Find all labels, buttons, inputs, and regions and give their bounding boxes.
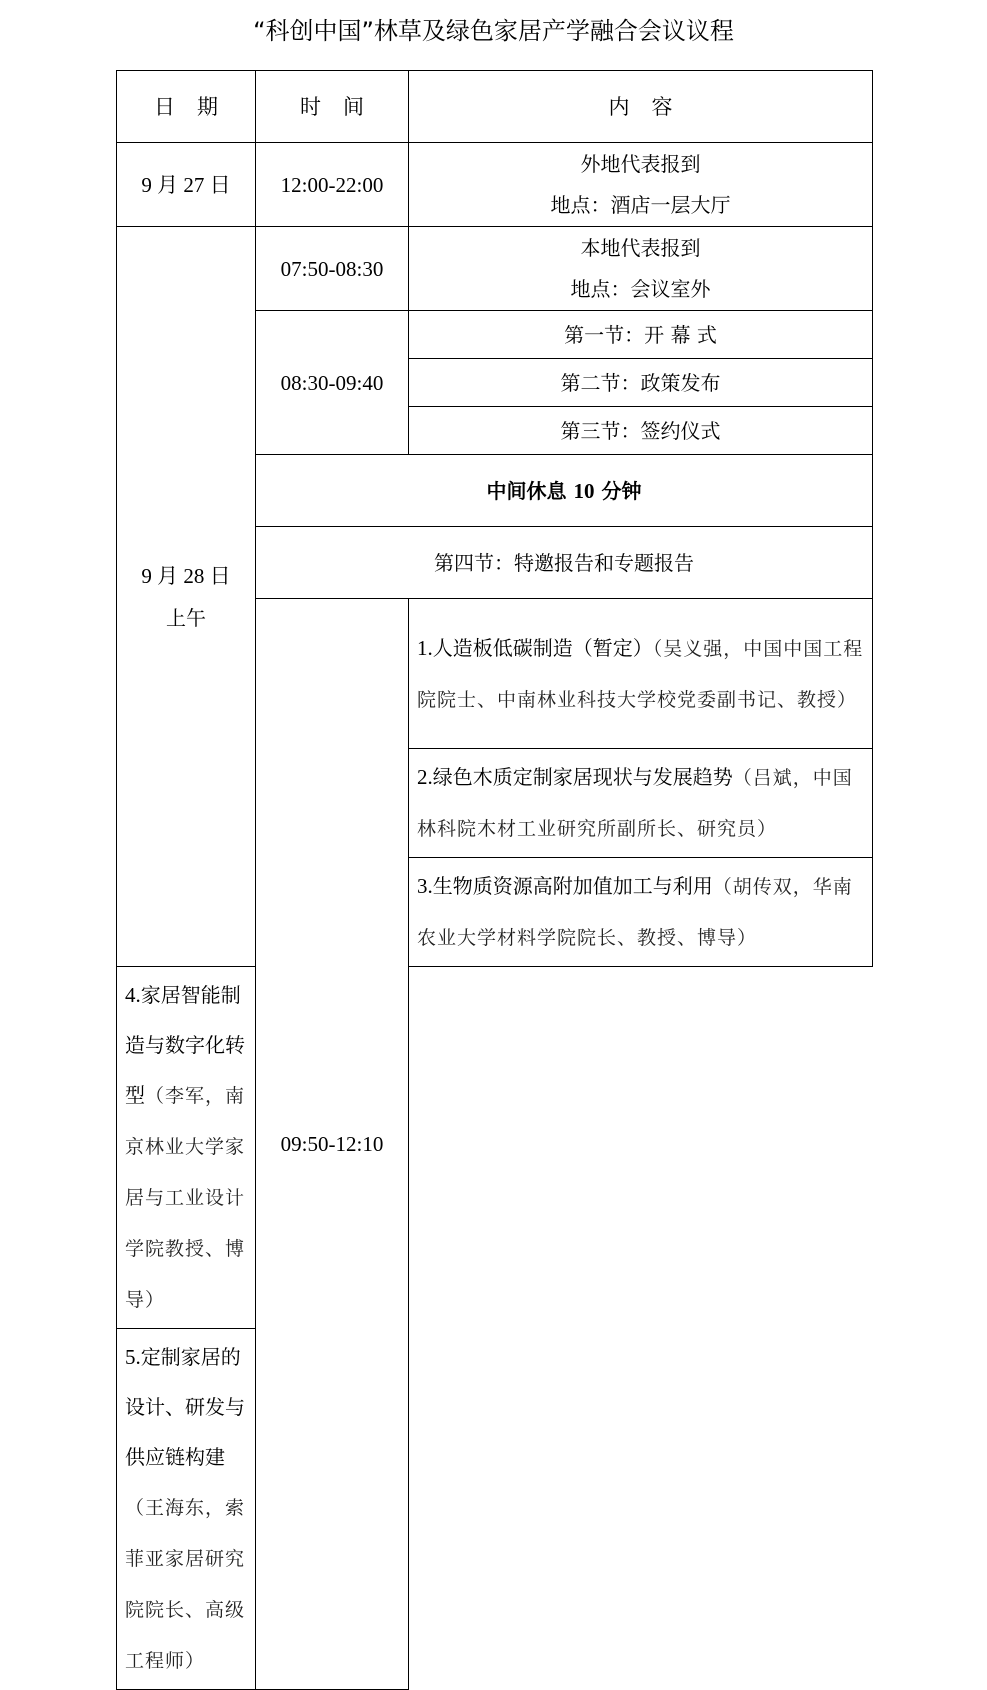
talk-3-title: 3.生物质资源高附加值加工与利用 [417, 874, 713, 898]
talk4-row [117, 967, 873, 1329]
header-date: 日期 [117, 71, 256, 143]
talk-1 [409, 599, 873, 749]
talk-4-detail: （李军，南京林业大学家居与工业设计学院教授、博导） [125, 1085, 246, 1311]
talk-2 [409, 749, 873, 858]
session3: 第三节：签约仪式 [409, 407, 873, 455]
slot1-time: 07:50-08:30 [256, 227, 409, 311]
day2-date-line1: 9 月 28 日 [141, 563, 231, 588]
talk-1-title: 1.人造板低碳制造（暂定） [417, 635, 653, 660]
header-time: 时间 [256, 71, 409, 143]
talk-5-title: 5.定制家居的设计、研发与供应链构建 [125, 1345, 245, 1469]
header-row [117, 71, 873, 143]
day1-content [409, 143, 873, 227]
day2-date [117, 227, 256, 967]
slot1-row [117, 227, 873, 311]
talk-2-detail: （吕斌，中国林科院木材工业研究所副所长、研究员） [417, 767, 853, 840]
talk-3 [409, 858, 873, 967]
document-title: “科创中国”林草及绿色家居产学融合会议议程 [253, 17, 734, 45]
talk-4-title: 4.家居智能制造与数字化转型 [125, 983, 245, 1107]
slot2-time: 08:30-09:40 [256, 311, 409, 455]
talk-1-detail: （吴义强，中国中国工程院院士、中南林业科技大学校党委副书记、教授） [417, 637, 864, 711]
talk5-row [117, 1329, 873, 1690]
slot1-content-line1: 本地代表报到 [580, 235, 701, 260]
talk-2-title: 2.绿色木质定制家居现状与发展趋势 [417, 765, 733, 789]
day1-content-line1: 外地代表报到 [580, 151, 701, 176]
break-cell: 中间休息 10 分钟 [256, 455, 873, 527]
slot3-time: 09:50-12:10 [256, 599, 409, 1690]
session4-cell: 第四节：特邀报告和专题报告 [256, 527, 873, 599]
talk-4 [117, 967, 256, 1329]
session2: 第二节：政策发布 [409, 359, 873, 407]
day2-date-line2: 上午 [166, 605, 206, 630]
day1-time: 12:00-22:00 [256, 143, 409, 227]
header-content: 内容 [409, 71, 873, 143]
talk-3-detail: （胡传双，华南农业大学材料学院院长、教授、博导） [417, 876, 853, 949]
slot1-content [409, 227, 873, 311]
session1: 第一节：开 幕 式 [409, 311, 873, 359]
agenda-table [116, 70, 873, 1690]
slot1-content-line2: 地点：会议室外 [570, 276, 711, 301]
talk-5-detail: （王海东，索菲亚家居研究院院长、高级工程师） [125, 1497, 246, 1672]
day1-date: 9 月 27 日 [117, 143, 256, 227]
day1-content-line2: 地点：酒店一层大厅 [550, 192, 731, 217]
day1-row [117, 143, 873, 227]
talk-5 [117, 1329, 256, 1690]
